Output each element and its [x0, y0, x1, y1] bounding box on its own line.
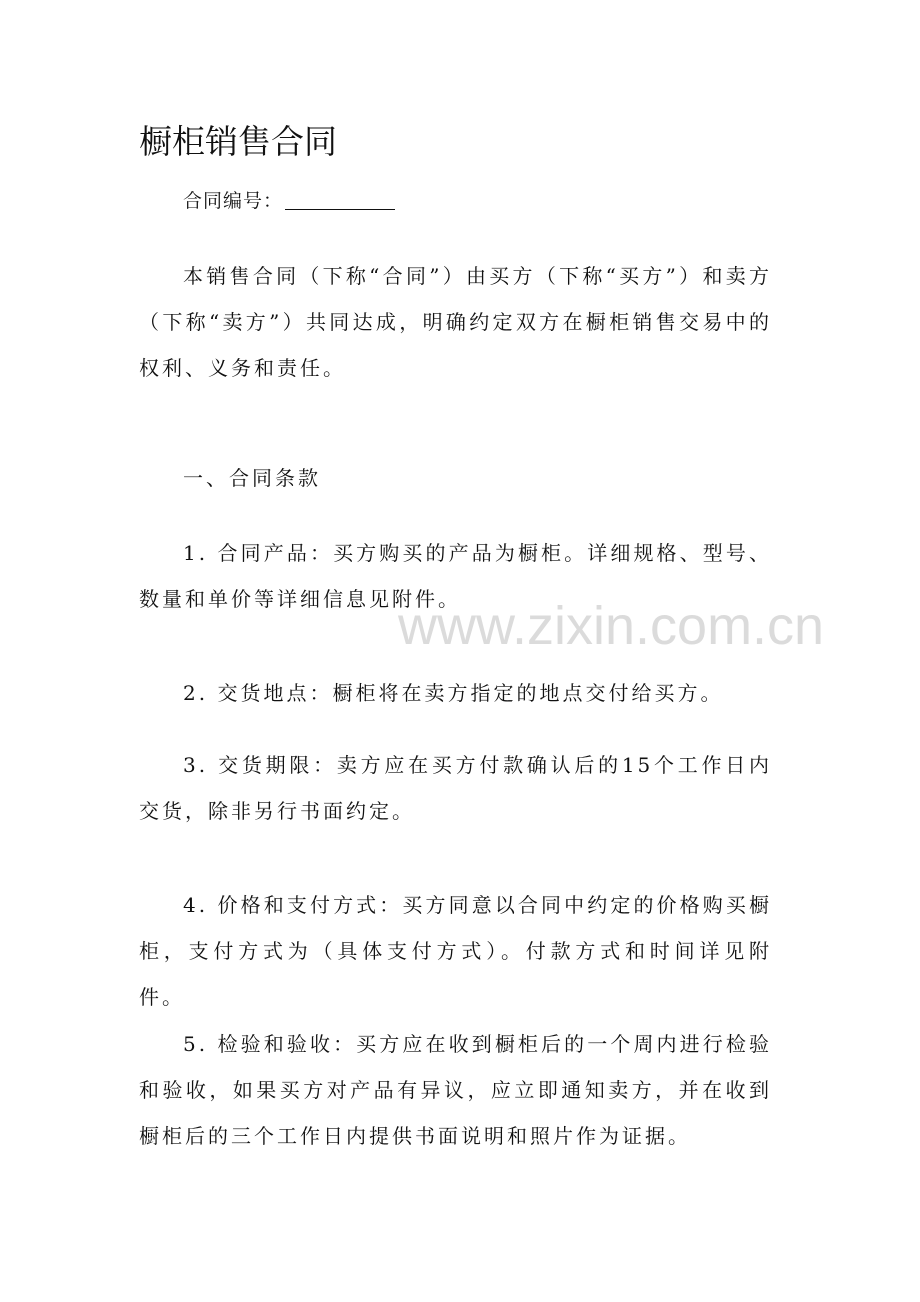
watermark-text: www.zixin.com.cn	[398, 596, 825, 656]
contract-number-blank	[285, 189, 395, 210]
clause-4: 4. 价格和支付方式：买方同意以合同中约定的价格购买橱柜，支付方式为（具体支付方式）。付款方式和时间详见附件。	[139, 893, 772, 1009]
clause-5: 5. 检验和验收：买方应在收到橱柜后的一个周内进行检验和验收，如果买方对产品有异议，应立即通知卖方，并在收到橱柜后的三个工作日内提供书面说明和照片作为证据。	[139, 1032, 772, 1148]
clause-1: 1. 合同产品：买方购买的产品为橱柜。详细规格、型号、数量和单价等详细信息见附件。	[139, 541, 772, 611]
contract-number-line	[183, 186, 395, 216]
section-heading: 一、合同条款	[183, 466, 321, 490]
clause-3: 3. 交货期限：卖方应在买方付款确认后的15个工作日内交货，除非另行书面约定。	[139, 753, 772, 823]
contract-number-label: 合同编号：	[183, 190, 284, 212]
clause-2: 2. 交货地点：橱柜将在卖方指定的地点交付给买方。	[183, 681, 724, 705]
intro-paragraph: 本销售合同（下称“合同”）由买方（下称“买方”）和卖方（下称“卖方”）共同达成，明确约定双方在橱柜销售交易中的权利、义务和责任。	[139, 264, 772, 380]
document-title: 橱柜销售合同	[139, 122, 337, 161]
